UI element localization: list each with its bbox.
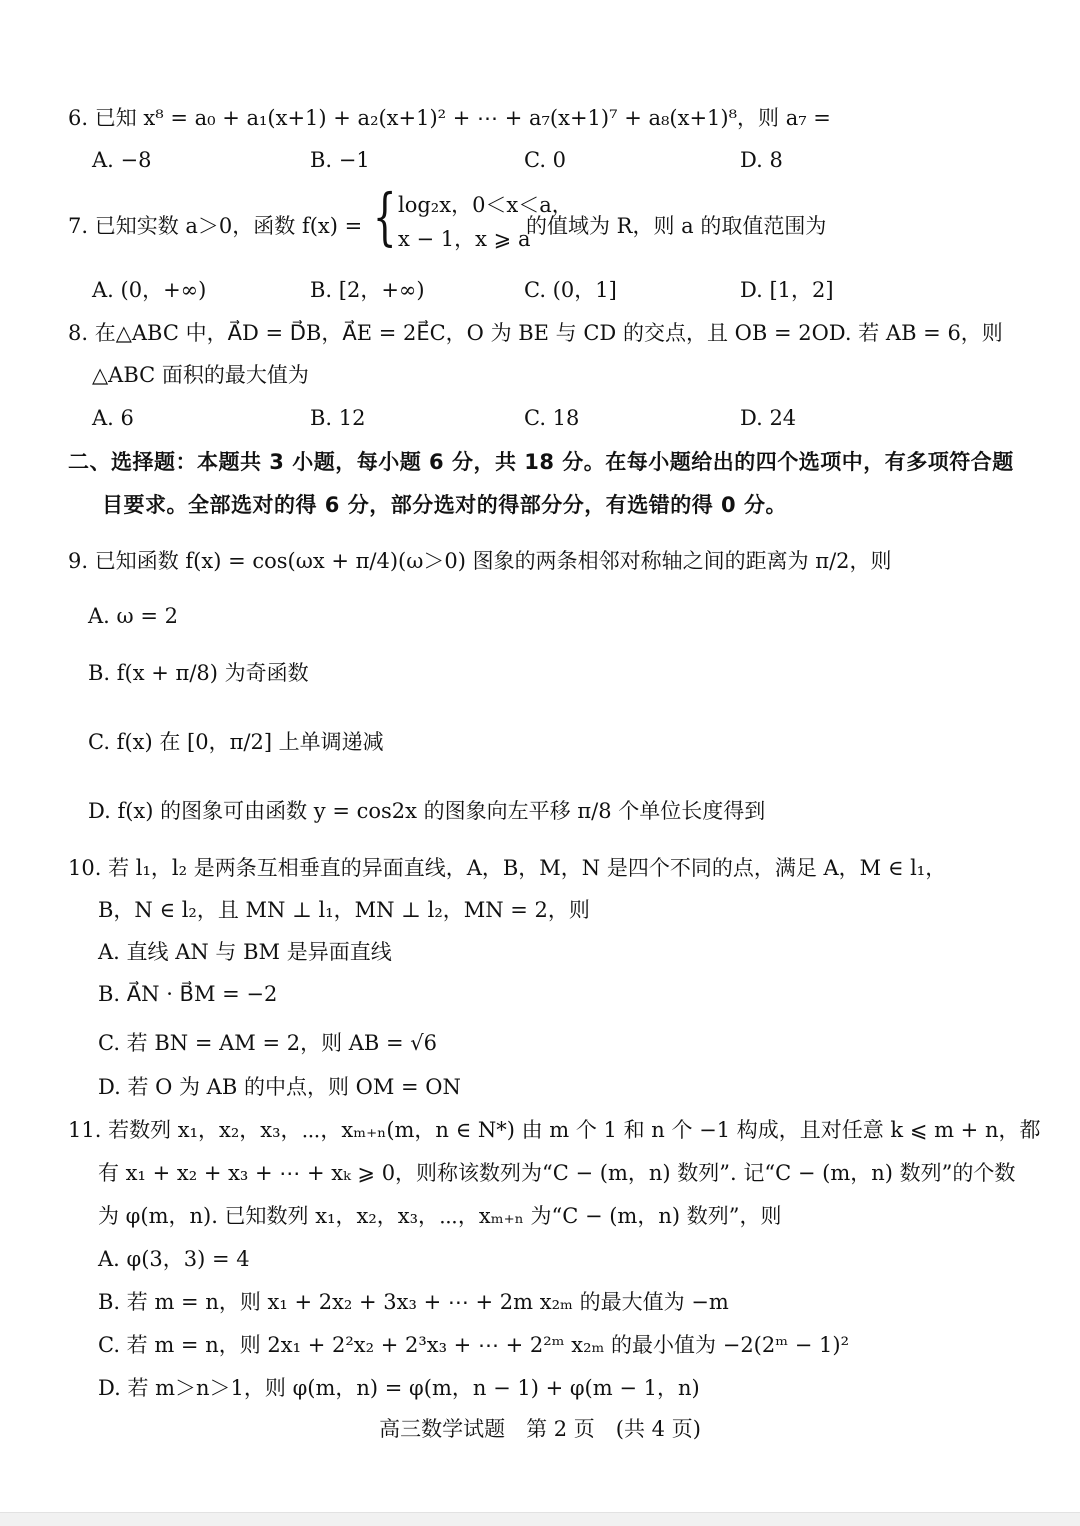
q7-option-c: C. (0，1]	[524, 278, 617, 302]
q8-option-b: B. 12	[310, 406, 366, 430]
q8-option-c: C. 18	[524, 406, 580, 430]
section-2-heading-line-1: 二、选择题：本题共 3 小题，每小题 6 分，共 18 分。在每小题给出的四个选项中，有多项符合题	[68, 450, 1014, 474]
q11-option-c: C. 若 m = n，则 2x₁ + 2²x₂ + 2³x₃ + ⋯ + 2²ᵐ x₂ₘ 的最小值为 −2(2ᵐ − 1)²	[98, 1333, 850, 1357]
q7-stem-prefix: 7. 已知实数 a＞0，函数 f(x) =	[68, 214, 363, 238]
page-footer: 高三数学试题 第 2 页 (共 4 页)	[379, 1417, 701, 1441]
bottom-scan-edge	[0, 1512, 1080, 1526]
q9-option-d: D. f(x) 的图象可由函数 y = cos2x 的图象向左平移 π/8 个单位长度得到	[88, 799, 766, 823]
q6-options	[92, 145, 992, 175]
q7-case-1: log₂x，0＜x＜a，	[398, 193, 573, 217]
q8-option-d: D. 24	[740, 406, 797, 430]
q7-brace: {	[372, 180, 397, 253]
q10-option-b: B. A⃗N · B⃗M = −2	[98, 982, 278, 1006]
q7-stem-suffix: 的值域为 R，则 a 的取值范围为	[526, 214, 827, 238]
q9-option-a: A. ω = 2	[88, 604, 178, 628]
q8-stem-line-2: △ABC 面积的最大值为	[92, 363, 309, 387]
q7-option-d: D. [1，2]	[740, 278, 834, 302]
section-2-heading-line-2: 目要求。全部选对的得 6 分，部分选对的得部分分，有选错的得 0 分。	[102, 493, 787, 517]
q10-stem-line-1: 10. 若 l₁，l₂ 是两条互相垂直的异面直线，A，B，M，N 是四个不同的点，满足 A，M ∈ l₁，	[68, 856, 947, 880]
q7-case-2: x − 1，x ⩾ a	[398, 227, 531, 251]
q6-option-c: C. 0	[524, 148, 567, 172]
q11-stem-line-2: 有 x₁ + x₂ + x₃ + ⋯ + xₖ ⩾ 0，则称该数列为“C − (m，n) 数列”. 记“C − (m，n) 数列”的个数	[98, 1161, 1016, 1185]
q7-option-a: A. (0，+∞)	[92, 278, 207, 302]
q6-option-a: A. −8	[92, 148, 152, 172]
q10-option-c: C. 若 BN = AM = 2，则 AB = √6	[98, 1031, 438, 1055]
q9-option-b: B. f(x + π/8) 为奇函数	[88, 661, 309, 685]
q6-stem: 6. 已知 x⁸ = a₀ + a₁(x+1) + a₂(x+1)² + ⋯ + a₇(x+1)⁷ + a₈(x+1)⁸，则 a₇ =	[68, 106, 831, 130]
q11-option-b: B. 若 m = n，则 x₁ + 2x₂ + 3x₃ + ⋯ + 2m x₂ₘ 的最大值为 −m	[98, 1290, 729, 1314]
q6-option-d: D. 8	[740, 148, 783, 172]
q10-stem-line-2: B，N ∈ l₂，且 MN ⊥ l₁，MN ⊥ l₂，MN = 2，则	[98, 898, 590, 922]
q11-option-d: D. 若 m＞n＞1，则 φ(m，n) = φ(m，n − 1) + φ(m − 1，n)	[98, 1376, 700, 1400]
q9-option-c: C. f(x) 在 [0，π/2] 上单调递减	[88, 730, 384, 754]
q8-option-a: A. 6	[92, 406, 134, 430]
q9-stem: 9. 已知函数 f(x) = cos(ωx + π/4)(ω＞0) 图象的两条相邻对称轴之间的距离为 π/2，则	[68, 549, 892, 573]
q10-option-a: A. 直线 AN 与 BM 是异面直线	[98, 940, 392, 964]
q10-option-d: D. 若 O 为 AB 的中点，则 OM = ON	[98, 1075, 461, 1099]
q11-option-a: A. φ(3，3) = 4	[98, 1247, 250, 1271]
q8-options	[92, 403, 992, 433]
q11-stem-line-1: 11. 若数列 x₁，x₂，x₃，⋯，xₘ₊ₙ(m，n ∈ N*) 由 m 个 1 和 n 个 −1 构成，且对任意 k ⩽ m + n，都	[68, 1118, 1041, 1142]
q11-stem-line-3: 为 φ(m，n). 已知数列 x₁，x₂，x₃，⋯，xₘ₊ₙ 为“C − (m，n) 数列”，则	[98, 1204, 782, 1228]
q6-option-b: B. −1	[310, 148, 370, 172]
q7-options	[92, 275, 992, 305]
q7-option-b: B. [2，+∞)	[310, 278, 425, 302]
q8-stem-line-1: 8. 在△ABC 中，A⃗D = D⃗B，A⃗E = 2E⃗C，O 为 BE 与 CD 的交点，且 OB = 2OD. 若 AB = 6，则	[68, 321, 1003, 345]
